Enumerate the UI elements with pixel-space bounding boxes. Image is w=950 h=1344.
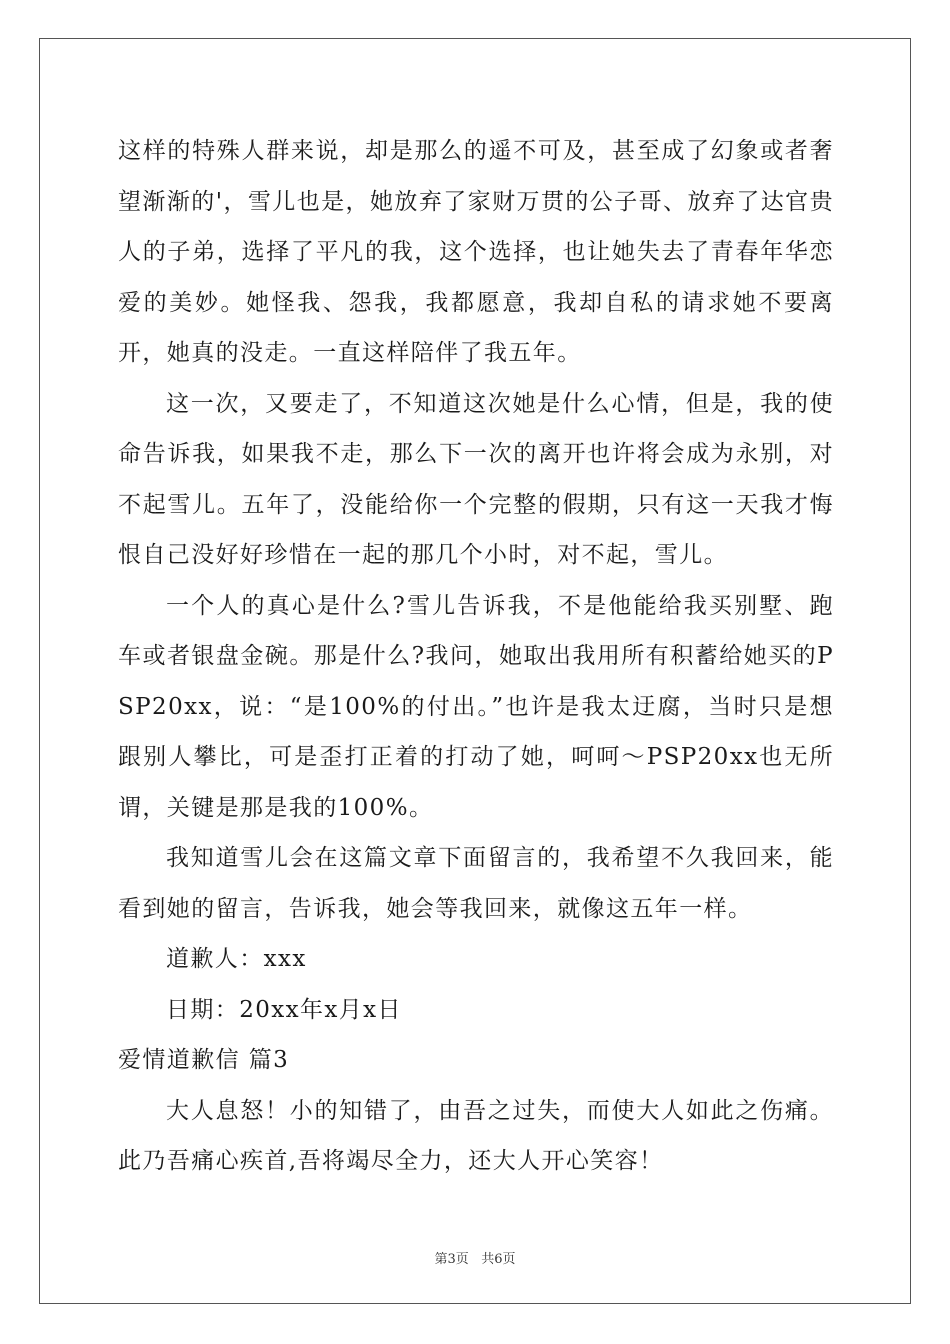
paragraph-5: 大人息怒！小的知错了，由吾之过失，而使大人如此之伤痛。此乃吾痛心疾首,吾将竭尽全力，还大人开心笑容！: [118, 1097, 834, 1174]
paragraph-4: 我知道雪儿会在这篇文章下面留言的，我希望不久我回来，能看到她的留言，告诉我，她会等我回来，就像这五年一样。: [118, 845, 834, 922]
date-line: 日期：20xx年x月x日: [166, 996, 402, 1023]
page-footer: [0, 1248, 950, 1267]
paragraph-2: 这一次，又要走了，不知道这次她是什么心情，但是，我的使命告诉我，如果我不走，那么下一次的离开也许将会成为永别，对不起雪儿。五年了，没能给你一个完整的假期，只有这一天我才悔恨自己没好好珍惜在一起的那几个小时，对不起，雪儿。: [118, 390, 834, 568]
page-total: 共6页: [481, 1252, 516, 1267]
paragraph-1: 这样的特殊人群来说，却是那么的遥不可及，甚至成了幻象或者奢望渐渐的'，雪儿也是，她放弃了家财万贯的公子哥、放弃了达官贵人的子弟，选择了平凡的我，这个选择，也让她失去了青春年华恋爱的美妙。她怪我、怨我，我都愿意，我却自私的请求她不要离开，她真的没走。一直这样陪伴了我五年。: [118, 138, 834, 366]
page-number: 第3页: [434, 1252, 469, 1267]
paragraph-3: 一个人的真心是什么?雪儿告诉我，不是他能给我买别墅、跑车或者银盘金碗。那是什么?我问，她取出我用所有积蓄给她买的PSP20xx，说：“是100%的付出。”也许是我太迂腐，当时只是想跟别人攀比，可是歪打正着的打动了她，呵呵～PSP20xx也无所谓，关键是那是我的100%。: [118, 592, 834, 821]
signature-line: 道歉人：xxx: [166, 946, 307, 972]
section-heading: 爱情道歉信 篇3: [118, 1047, 290, 1073]
document-body: [118, 126, 834, 1187]
